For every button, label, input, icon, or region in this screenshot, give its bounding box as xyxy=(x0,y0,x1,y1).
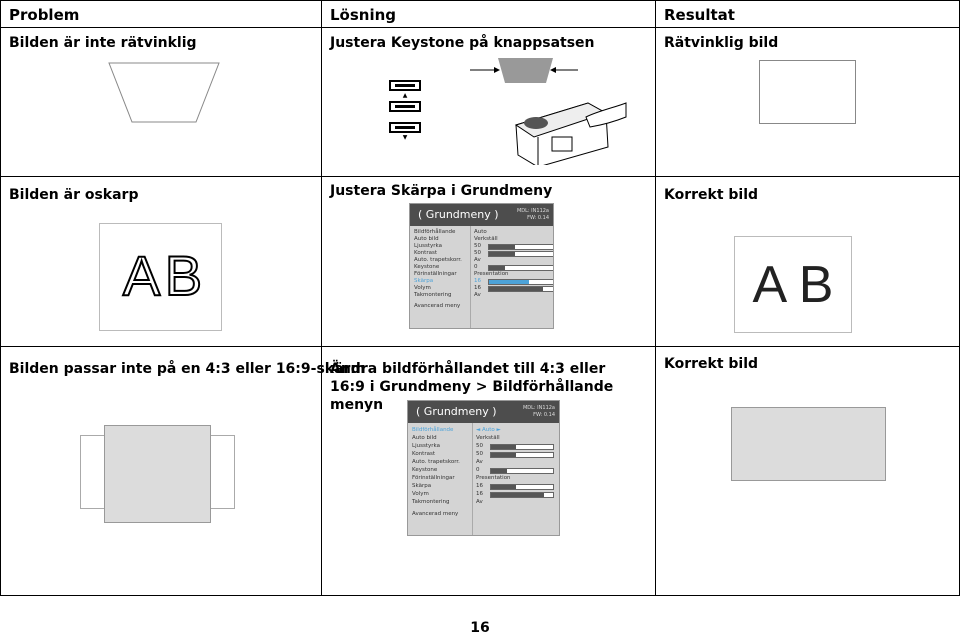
osd-header xyxy=(408,401,559,423)
sharp-image-frame xyxy=(734,236,852,333)
row1-solution: Justera Keystone på knappsatsen xyxy=(330,35,595,51)
osd-divider xyxy=(472,423,473,535)
row3-bottom-border xyxy=(0,595,960,596)
osd-value: 16 xyxy=(476,483,483,489)
osd-body xyxy=(410,226,553,328)
osd-item: Takmontering xyxy=(412,499,450,505)
osd-value: 0 xyxy=(474,264,478,270)
osd-item: Kontrast xyxy=(414,250,437,256)
osd-item: Auto bild xyxy=(414,236,439,242)
blurry-image-text: A B xyxy=(122,244,199,307)
osd-item: Kontrast xyxy=(412,451,435,457)
header-bottom-border xyxy=(0,27,960,28)
osd-item: Takmontering xyxy=(414,292,452,298)
osd-value: 50 xyxy=(474,243,481,249)
osd-value: Av xyxy=(476,459,483,465)
osd-header xyxy=(410,204,553,226)
osd-bar xyxy=(490,452,554,458)
osd-value: Presentation xyxy=(474,271,509,277)
row3-problem: Bilden passar inte på en 4:3 eller 16:9-skärm xyxy=(9,361,366,377)
header-problem: Problem xyxy=(9,6,80,24)
osd-bar xyxy=(490,484,554,490)
osd-value: Auto xyxy=(474,229,487,235)
row2-solution: Justera Skärpa i Grundmeny xyxy=(330,183,553,199)
osd-value: Verkställ xyxy=(476,435,500,441)
osd-value: 16 xyxy=(474,285,481,291)
osd-value: Presentation xyxy=(476,475,511,481)
row3-solution: Ändra bildförhållandet till 4:3 eller 16:9 i Grundmeny > Bildförhållande menyn xyxy=(330,361,614,413)
svg-text:▲: ▲ xyxy=(402,92,408,99)
osd-item: Ljusstyrka xyxy=(412,443,440,449)
osd-value: 16 xyxy=(476,491,483,497)
osd-bar xyxy=(488,286,554,292)
osd-body xyxy=(408,423,559,535)
osd-item: Skärpa xyxy=(412,483,432,489)
osd-title: ( Grundmeny ) xyxy=(418,208,499,221)
row1-problem: Bilden är inte rätvinklig xyxy=(9,35,197,51)
col-divider-2 xyxy=(655,0,656,596)
osd-item: Volym xyxy=(414,285,431,291)
osd-item: Auto. trapetskorr. xyxy=(412,459,460,465)
row3-result: Korrekt bild xyxy=(664,356,759,372)
page-number: 16 xyxy=(470,620,490,636)
osd-footer: Avancerad meny xyxy=(414,303,461,309)
osd-value: Av xyxy=(476,499,483,505)
osd-bar xyxy=(490,468,554,474)
square-image-result xyxy=(759,60,856,124)
osd-value: 50 xyxy=(476,443,483,449)
osd-footer: Avancerad meny xyxy=(412,511,459,517)
osd-divider xyxy=(470,226,471,328)
osd-value-highlighted: 16 xyxy=(474,278,481,284)
row2-result: Korrekt bild xyxy=(664,187,759,203)
osd-value: Verkställ xyxy=(474,236,498,242)
projector-keystone-illustration-icon xyxy=(468,55,630,165)
osd-menu-aspect xyxy=(407,400,560,536)
blurry-image-frame xyxy=(99,223,222,331)
osd-value: 50 xyxy=(476,451,483,457)
osd-item: Auto bild xyxy=(412,435,437,441)
osd-value-highlighted: ◄ Auto ► xyxy=(476,427,501,433)
osd-menu-focus xyxy=(409,203,554,329)
header-solution: Lösning xyxy=(330,6,397,24)
osd-item-highlighted: Bildförhållande xyxy=(412,427,454,433)
table-top-border xyxy=(0,0,960,1)
aspect-result-image xyxy=(731,407,886,481)
osd-item: Ljusstyrka xyxy=(414,243,442,249)
osd-bar xyxy=(488,251,554,257)
osd-item: Auto. trapetskorr. xyxy=(414,257,462,263)
sharp-image-text: A B xyxy=(752,256,834,314)
osd-item: Keystone xyxy=(414,264,440,270)
row2-bottom-border xyxy=(0,346,960,347)
trapezoid-image-icon xyxy=(108,62,220,124)
osd-value: 50 xyxy=(474,250,481,256)
osd-bar xyxy=(490,492,554,498)
row2-problem: Bilden är oskarp xyxy=(9,187,139,203)
osd-value: Av xyxy=(474,292,481,298)
osd-bar xyxy=(488,244,554,250)
osd-item: Förinställningar xyxy=(412,475,455,481)
svg-text:▼: ▼ xyxy=(402,134,408,140)
osd-model: MDL: IN112a FW: 0.14 xyxy=(522,405,555,418)
osd-model: MDL: IN112a FW: 0.14 xyxy=(516,208,549,221)
osd-bar-highlighted xyxy=(488,279,554,285)
osd-item-highlighted: Skärpa xyxy=(414,278,434,284)
col-divider-1 xyxy=(321,0,322,596)
keystone-keypad-icon xyxy=(385,78,425,140)
row1-bottom-border xyxy=(0,176,960,177)
osd-item: Bildförhållande xyxy=(414,229,456,235)
osd-title: ( Grundmeny ) xyxy=(416,405,497,418)
header-result: Resultat xyxy=(664,6,735,24)
osd-value: 0 xyxy=(476,467,480,473)
table-left-border xyxy=(0,0,1,596)
osd-item: Keystone xyxy=(412,467,438,473)
osd-value: Av xyxy=(474,257,481,263)
aspect-image-gray xyxy=(104,425,211,523)
osd-bar xyxy=(490,444,554,450)
osd-item: Förinställningar xyxy=(414,271,457,277)
osd-item: Volym xyxy=(412,491,429,497)
row1-result: Rätvinklig bild xyxy=(664,35,779,51)
